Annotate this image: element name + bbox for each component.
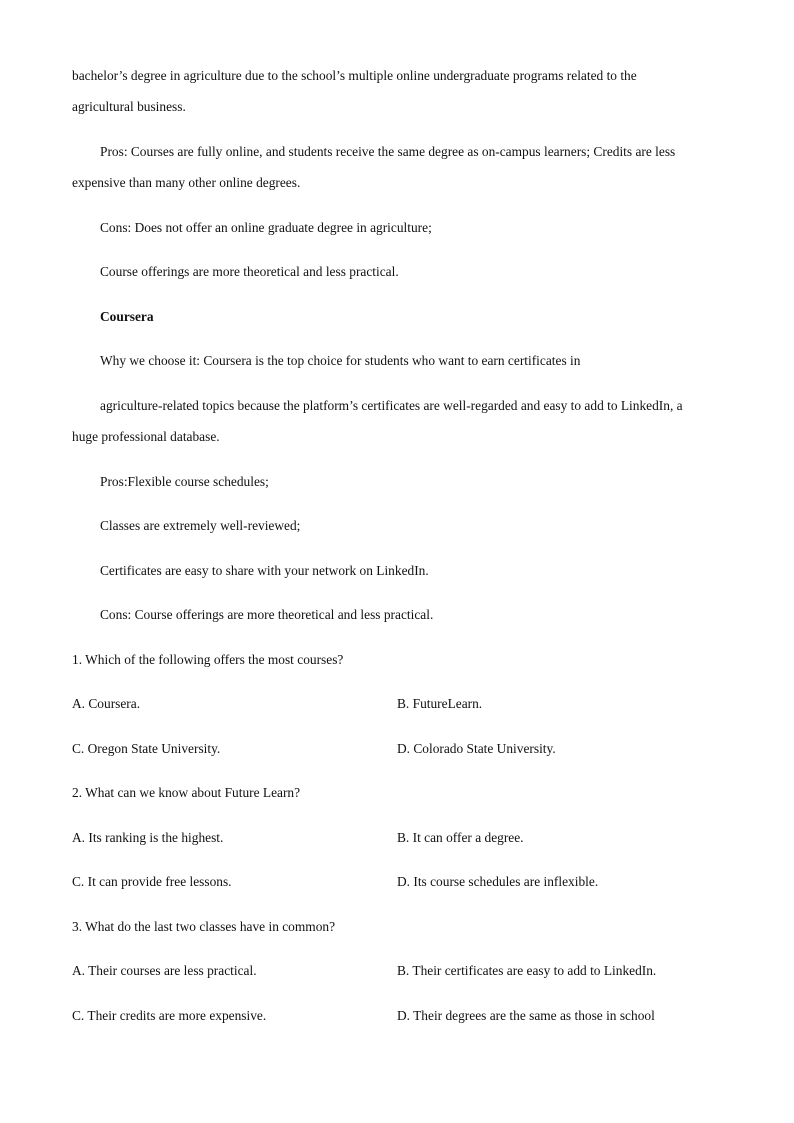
passage-line: bachelor’s degree in agriculture due to the school’s multiple online undergraduate programs related to the — [72, 68, 637, 83]
pros-line: Certificates are easy to share with your network on LinkedIn. — [100, 563, 429, 578]
section-heading: Coursera — [100, 309, 154, 324]
option-b: B. Their certificates are easy to add to LinkedIn. — [397, 963, 657, 978]
pros-line: Pros: Courses are fully online, and students receive the same degree as on-campus learners; Credits are less — [100, 144, 676, 159]
option-a: A. Their courses are less practical. — [72, 963, 257, 978]
why-line: agriculture-related topics because the platform’s certificates are well-regarded and easy to add to LinkedIn, a — [100, 398, 683, 413]
question-stem: 2. What can we know about Future Learn? — [72, 785, 301, 800]
option-a: A. Coursera. — [72, 696, 141, 711]
option-b: B. It can offer a degree. — [397, 830, 524, 845]
option-d: D. Colorado State University. — [397, 741, 556, 756]
pros-line: Classes are extremely well-reviewed; — [100, 518, 301, 533]
cons-line: Cons: Course offerings are more theoretical and less practical. — [100, 607, 434, 622]
option-b: B. FutureLearn. — [397, 696, 483, 711]
option-c: C. It can provide free lessons. — [72, 874, 232, 889]
pros-line: expensive than many other online degrees. — [72, 175, 301, 190]
question-stem: 1. Which of the following offers the most courses? — [72, 652, 344, 667]
cons-line: Course offerings are more theoretical and less practical. — [100, 264, 399, 279]
option-c: C. Their credits are more expensive. — [72, 1008, 267, 1023]
question-stem: 3. What do the last two classes have in common? — [72, 919, 336, 934]
option-a: A. Its ranking is the highest. — [72, 830, 224, 845]
option-c: C. Oregon State University. — [72, 741, 221, 756]
pros-line: Pros:Flexible course schedules; — [100, 474, 269, 489]
why-line: Why we choose it: Coursera is the top choice for students who want to earn certificates in — [100, 353, 581, 368]
cons-line: Cons: Does not offer an online graduate degree in agriculture; — [100, 220, 432, 235]
option-d: D. Its course schedules are inflexible. — [397, 874, 599, 889]
option-d: D. Their degrees are the same as those in school — [397, 1008, 655, 1023]
passage-line: agricultural business. — [72, 99, 186, 114]
why-line: huge professional database. — [72, 429, 220, 444]
